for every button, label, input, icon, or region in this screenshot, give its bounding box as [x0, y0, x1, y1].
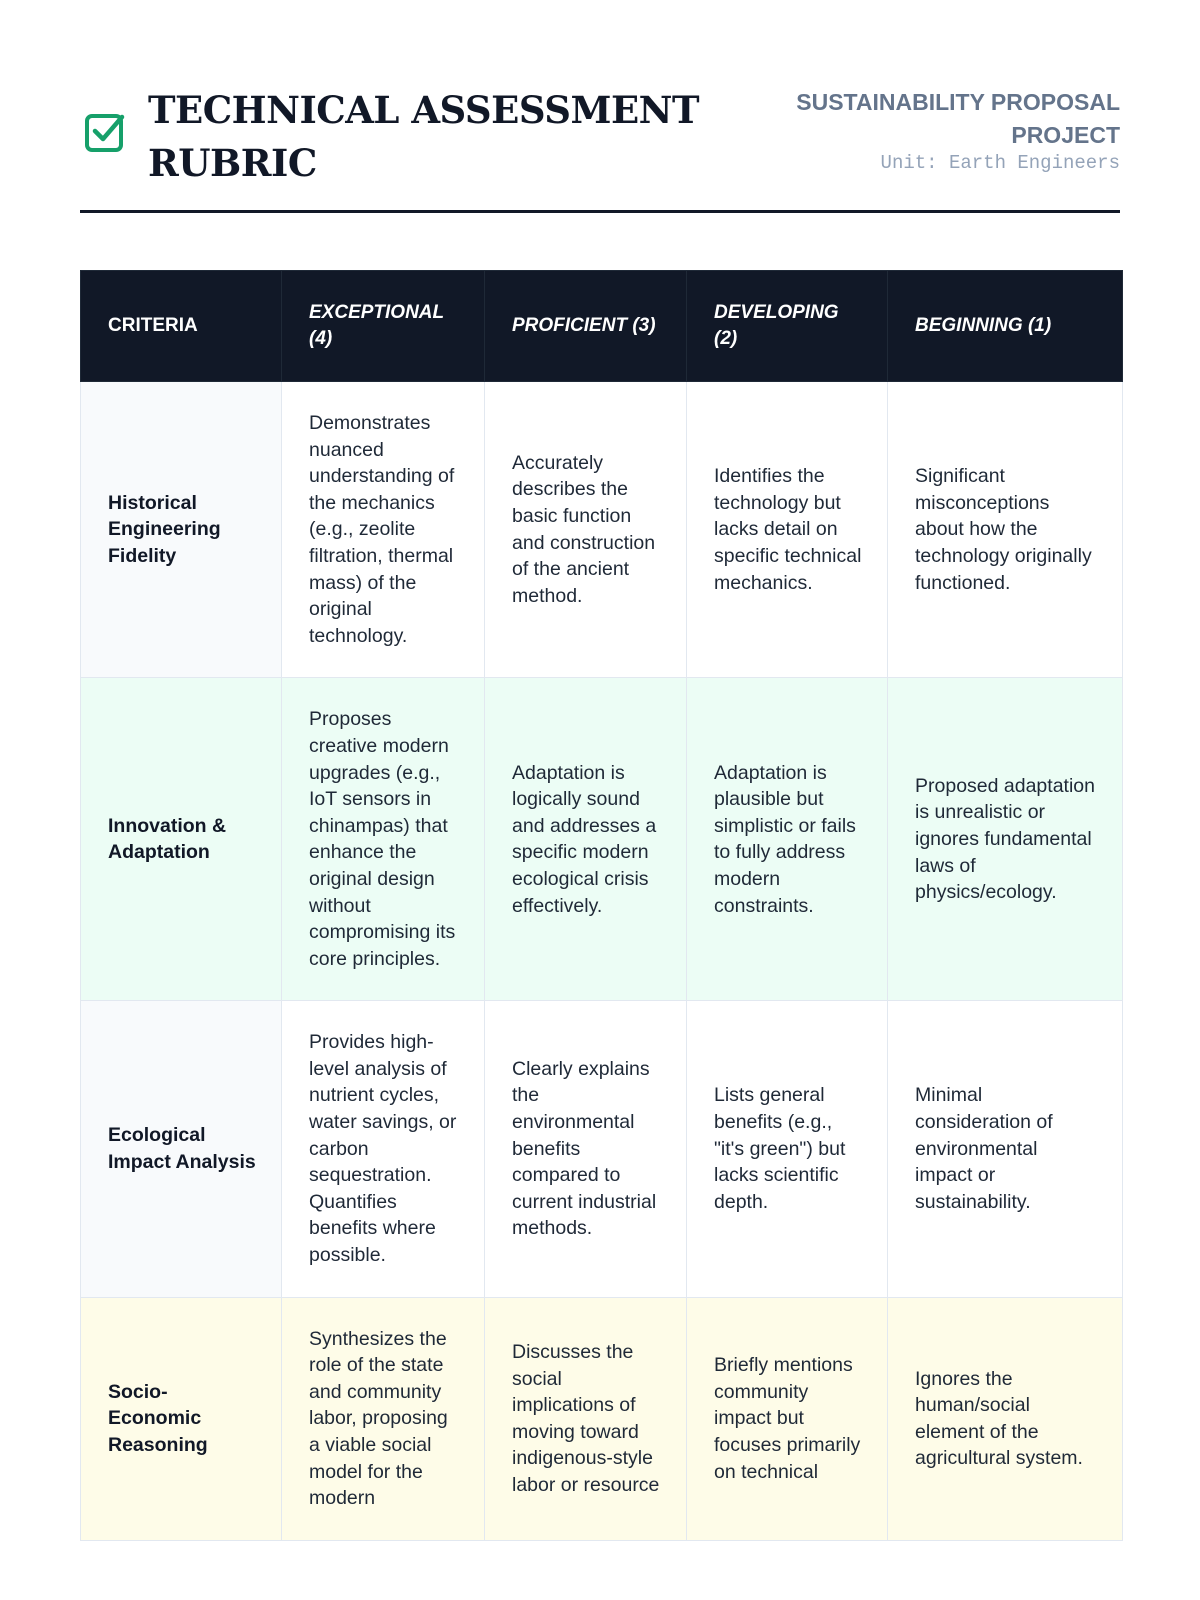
criterion-cell: Ecological Impact Analysis	[81, 1001, 282, 1297]
column-header-developing: DEVELOPING (2)	[687, 271, 888, 382]
rubric-table-container	[80, 270, 1122, 1541]
developing-cell: Identifies the technology but lacks detail on specific technical mechanics.	[687, 382, 888, 678]
proficient-cell: Clearly explains the environmental benefits compared to current industrial methods.	[485, 1001, 687, 1297]
table-row	[81, 678, 1123, 1001]
beginning-cell: Minimal consideration of environmental impact or sustainability.	[888, 1001, 1123, 1297]
developing-cell: Adaptation is plausible but simplistic or fails to fully address modern constraints.	[687, 678, 888, 1001]
table-header-row	[81, 271, 1123, 382]
column-header-criteria: CRITERIA	[81, 271, 282, 382]
page-title: TECHNICAL ASSESSMENT RUBRIC	[148, 88, 699, 185]
checkbox-icon	[84, 111, 126, 153]
developing-cell: Briefly mentions community impact but focuses primarily on technical	[687, 1297, 888, 1540]
unit-label: Unit: Earth Engineers	[880, 152, 1120, 174]
criterion-cell: Socio-Economic Reasoning	[81, 1297, 282, 1540]
criterion-cell: Innovation & Adaptation	[81, 678, 282, 1001]
column-header-proficient: PROFICIENT (3)	[485, 271, 687, 382]
exceptional-cell: Demonstrates nuanced understanding of the mechanics (e.g., zeolite filtration, thermal mass) of the original technology.	[282, 382, 485, 678]
criterion-cell: Historical Engineering Fidelity	[81, 382, 282, 678]
table-row	[81, 382, 1123, 678]
exceptional-cell: Proposes creative modern upgrades (e.g., IoT sensors in chinampas) that enhance the original design without compromising its core principles.	[282, 678, 485, 1001]
proficient-cell: Adaptation is logically sound and addresses a specific modern ecological crisis effectively.	[485, 678, 687, 1001]
project-info	[740, 86, 1120, 174]
table-row	[81, 1001, 1123, 1297]
column-header-beginning: BEGINNING (1)	[888, 271, 1123, 382]
table-row	[81, 1297, 1123, 1540]
exceptional-cell: Provides high-level analysis of nutrient cycles, water savings, or carbon sequestration. Quantifies benefits where possible.	[282, 1001, 485, 1297]
proficient-cell: Accurately describes the basic function and construction of the ancient method.	[485, 382, 687, 678]
beginning-cell: Ignores the human/social element of the agricultural system.	[888, 1297, 1123, 1540]
beginning-cell: Proposed adaptation is unrealistic or ignores fundamental laws of physics/ecology.	[888, 678, 1123, 1001]
page-header	[80, 78, 1120, 213]
rubric-table	[80, 270, 1123, 1541]
beginning-cell: Significant misconceptions about how the technology originally functioned.	[888, 382, 1123, 678]
developing-cell: Lists general benefits (e.g., "it's green") but lacks scientific depth.	[687, 1001, 888, 1297]
project-title: SUSTAINABILITY PROPOSAL PROJECT	[796, 89, 1120, 148]
proficient-cell: Discusses the social implications of moving toward indigenous-style labor or resource	[485, 1297, 687, 1540]
exceptional-cell: Synthesizes the role of the state and community labor, proposing a viable social model for the modern	[282, 1297, 485, 1540]
column-header-exceptional: EXCEPTIONAL (4)	[282, 271, 485, 382]
